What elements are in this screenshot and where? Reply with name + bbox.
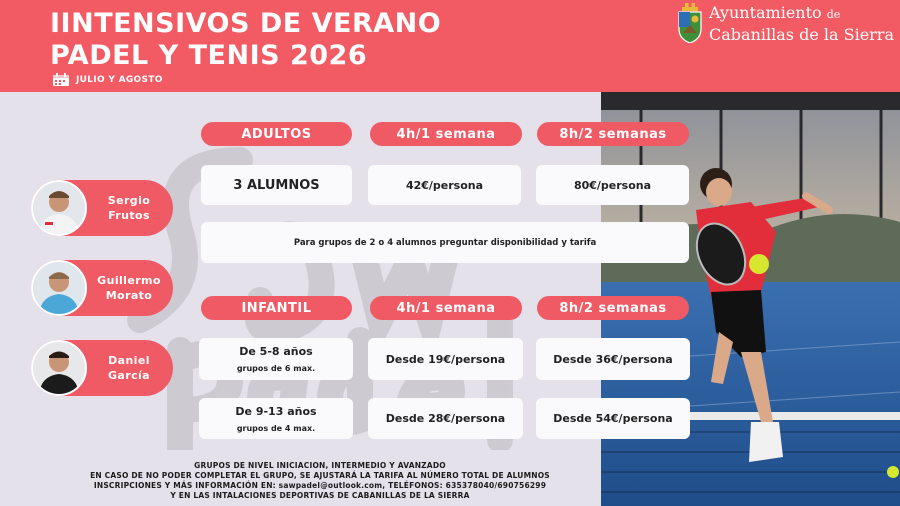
kids-col2-header: 8h/2 semanas xyxy=(537,296,689,320)
coach-card xyxy=(31,340,173,396)
adults-price1-card xyxy=(368,165,521,205)
adults-price1: 42€/persona xyxy=(405,178,484,192)
footer-line1: GRUPOS DE NIVEL INICIACION, INTERMEDIO Y AVANZADO xyxy=(194,461,446,470)
footer-info xyxy=(40,461,600,501)
adults-price2: 80€/persona xyxy=(573,178,652,192)
adults-note-card xyxy=(201,222,689,263)
adults-note: Para grupos de 2 o 4 alumnos preguntar disponibilidad y tarifa xyxy=(293,237,597,248)
kids-row1-price2-card xyxy=(536,338,690,380)
adults-group-card xyxy=(201,165,352,205)
kids-row1-age: De 5-8 años xyxy=(239,345,313,358)
header-banner xyxy=(0,0,900,92)
footer-line3: INSCRIPCIONES Y MÁS INFORMACIÓN EN: sawpadel@outlook.com, TELÉFONOS: 635378040/690756299 xyxy=(93,481,547,490)
town-hall-brand xyxy=(677,3,894,45)
adults-group-text: 3 ALUMNOS xyxy=(233,177,320,193)
coach-card xyxy=(31,260,173,316)
avatar xyxy=(31,340,87,396)
adults-label: ADULTOS xyxy=(201,122,352,146)
kids-row2-price2-card xyxy=(536,398,690,439)
months-label xyxy=(52,73,163,87)
kids-row2-price1-card xyxy=(368,398,523,439)
coach-name: Guillermo Morato xyxy=(97,274,161,302)
avatar xyxy=(31,180,87,236)
coach-card xyxy=(31,180,173,236)
kids-row2-price2: Desde 54€/persona xyxy=(553,412,673,425)
coach-name: Daniel García xyxy=(108,354,150,382)
kids-row2-age-card xyxy=(199,398,353,439)
adults-col2-header: 8h/2 semanas xyxy=(537,122,689,146)
kids-label: INFANTIL xyxy=(201,296,352,320)
footer-line2: EN CASO DE NO PODER COMPLETAR EL GRUPO, SE AJUSTARÁ LA TARIFA AL NÚMERO TOTAL DE ALUMNOS xyxy=(90,471,550,480)
avatar xyxy=(31,260,87,316)
kids-row1-price2: Desde 36€/persona xyxy=(553,352,673,366)
page-title-line1: IINTENSIVOS DE VERANO xyxy=(50,8,442,39)
coach-name: Sergio Frutos xyxy=(107,194,151,222)
kids-row1-price1: Desde 19€/persona xyxy=(385,352,506,366)
kids-row1-age-card xyxy=(199,338,353,380)
adults-col1-header: 4h/1 semana xyxy=(370,122,522,146)
kids-row2-group: grupos de 4 max. xyxy=(236,423,316,433)
adults-price2-card xyxy=(536,165,689,205)
calendar-icon xyxy=(52,73,70,87)
kids-row1-price1-card xyxy=(368,338,523,380)
kids-col1-header: 4h/1 semana xyxy=(370,296,522,320)
page-title-line2: PADEL Y TENIS 2026 xyxy=(50,40,368,71)
town-name-line2: Cabanillas de la Sierra xyxy=(709,25,894,44)
kids-row2-age: De 9-13 años xyxy=(235,404,317,418)
months-text: JULIO Y AGOSTO xyxy=(76,75,163,85)
kids-row2-price1: Desde 28€/persona xyxy=(385,412,506,425)
footer-line4: Y EN LAS INTALACIONES DEPORTIVAS DE CABANILLAS DE LA SIERRA xyxy=(170,491,470,500)
kids-row1-group: grupos de 6 max. xyxy=(236,364,316,373)
coat-of-arms-icon xyxy=(677,3,703,43)
town-name-line1: Ayuntamiento de xyxy=(709,3,841,22)
